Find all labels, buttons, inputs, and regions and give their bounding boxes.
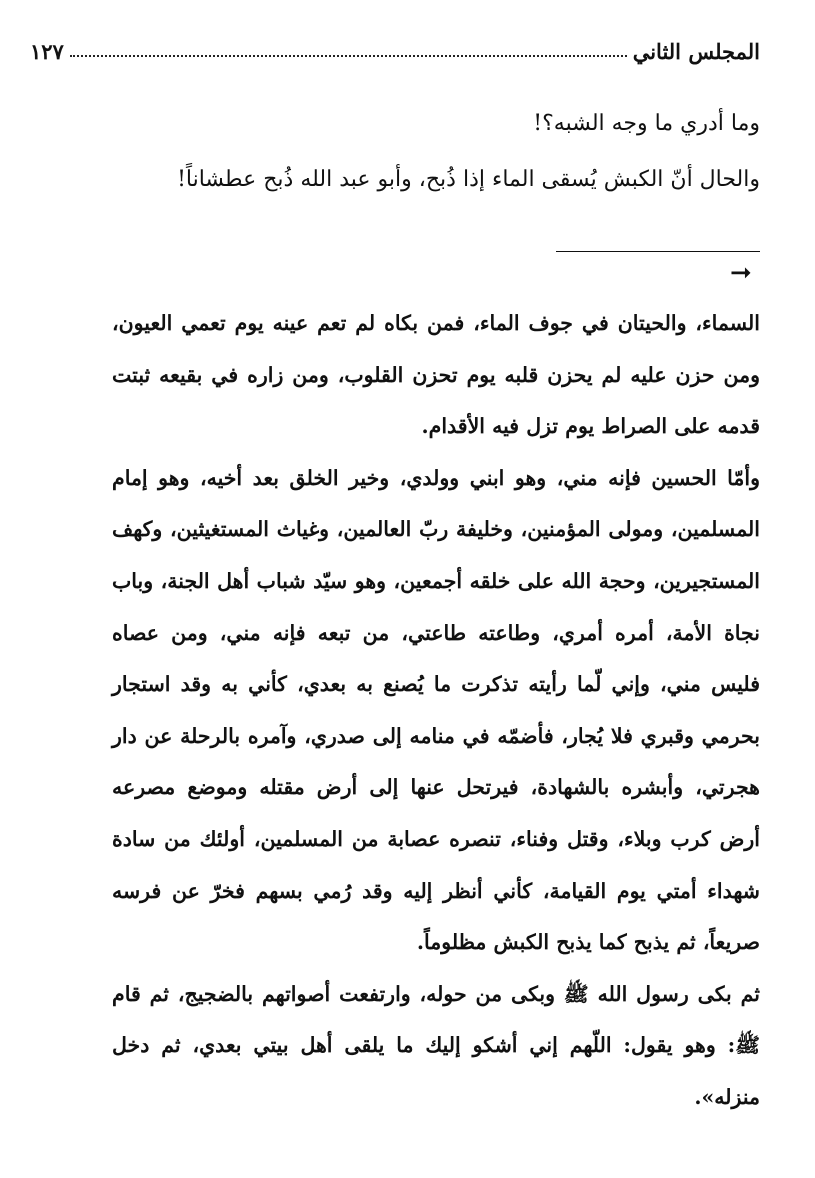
footnote-paragraph: السماء، والحيتان في جوف الماء، فمن بكاه لم تعم عينه يوم تعمي العيون، ومن حزن عليه لم يحزن قلبه يوم تحزن القلوب، ومن زاره في بقيعه ثبتت قدمه على الصراط يوم تزل فيه الأقدام. [112,311,760,439]
footnote-block [112,298,760,1124]
main-paragraph: والحال أنّ الكبش يُسقى الماء إذا ذُبح، وأبو عبد الله ذُبح عطشاناً! [177,167,760,192]
continuation-arrow-icon: ➞ [730,258,752,288]
running-header [30,28,760,64]
page-number: ١٢٧ [30,39,64,64]
footnote-paragraph: وأمّا الحسين فإنه مني، وهو ابني وولدي، وخير الخلق بعد أخيه، وهو إمام المسلمين، ومولى المؤمنين، وخليفة ربّ العالمين، وغياث المستغيثين، وكهف المستجيرين، وحجة الله على خلقه أجمعين، وهو سيّد شباب أهل الجنة، وباب نجاة الأمة، أمره أمري، وطاعته طاعتي، من تبعه فإنه مني، ومن عصاه فليس مني، وإني لّما رأيته تذكرت ما يُصنع به بعدي، كأني به وقد استجار بحرمي وقبري فلا يُجار، فأضمّه في منامه إلى صدري، وآمره بالرحلة عن دار هجرتي، وأبشره بالشهادة، فيرتحل عنها إلى أرض مقتله وموضع مصرعه أرض كرب وبلاء، وقتل وفناء، تنصره عصابة من المسلمين، أولئك من سادة شهداء أمتي يوم القيامة، كأني أنظر إليه وقد رُمي بسهم فخرّ عن فرسه صريعاً، ثم يذبح كما يذبح الكبش مظلوماً. [112,465,760,955]
header-dot-leader [70,55,627,57]
chapter-title: المجلس الثاني [632,39,760,64]
footnote-separator [556,251,760,252]
main-text [60,96,760,208]
main-paragraph: وما أدري ما وجه الشبه؟! [533,111,760,136]
footnote-paragraph: ثم بكى رسول الله ﷺ وبكى من حوله، وارتفعت أصواتهم بالضجيج، ثم قام ﷺ: وهو يقول: اللّهم إني أشكو إليك ما يلقى أهل بيتي بعدي، ثم دخل منزله». [112,981,760,1109]
